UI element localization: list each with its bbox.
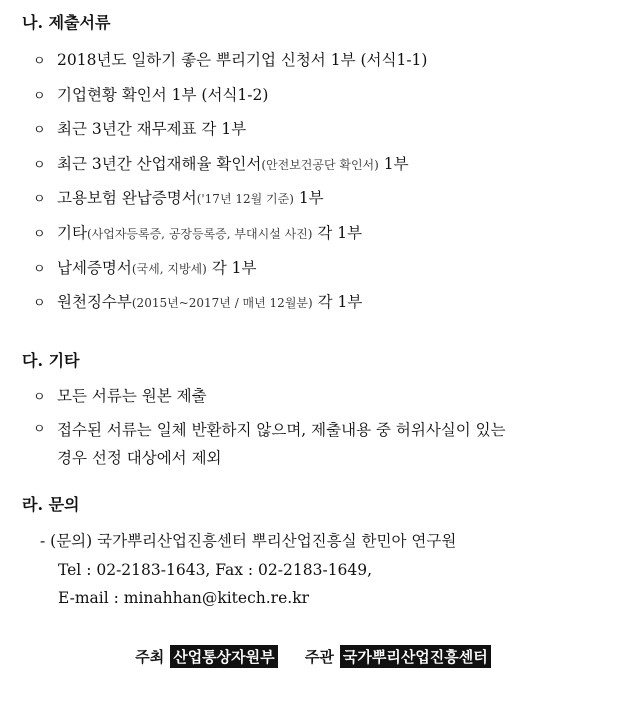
section-title-other: 다. 기타 (22, 351, 80, 370)
section-title-documents: 나. 제출서류 (22, 13, 111, 32)
list-item (33, 292, 608, 314)
item-note: (국세, 지방세) (131, 262, 207, 276)
bullet-icon: ㅇ (33, 158, 46, 173)
bullet-icon: ㅇ (33, 89, 46, 104)
item-tail: 각 1부 (206, 259, 257, 277)
wrapped-line-1 (33, 416, 608, 444)
wrapped-line-2: 경우 선정 대상에서 제외 (57, 449, 222, 467)
bullet-icon: ㅇ (33, 227, 46, 242)
bullet-icon: ㅇ (33, 296, 46, 311)
item-tail: 1부 (293, 189, 324, 207)
item-text: 납세증명서 (57, 259, 132, 277)
organizer-name: 국가뿌리산업진흥센터 (340, 645, 491, 668)
bullet-icon: ㅇ (33, 390, 46, 405)
list-item (33, 188, 608, 210)
item-text: 2018년도 일하기 좋은 뿌리기업 신청서 1부 (서식1-1) (57, 51, 428, 69)
item-text: 원천징수부 (57, 293, 132, 311)
item-tail: 각 1부 (312, 293, 363, 311)
bullet-icon: ㅇ (33, 262, 46, 277)
list-item (33, 119, 608, 141)
item-note: (사업자등록증, 공장등록증, 부대시설 사진) (86, 227, 313, 241)
bullet-icon: ㅇ (33, 54, 46, 69)
item-tail: 1부 (378, 155, 409, 173)
item-text: 기타 (57, 224, 87, 242)
section-title-inquiry: 라. 문의 (22, 495, 80, 514)
item-text: 최근 3년간 재무제표 각 1부 (57, 120, 247, 138)
list-item (33, 258, 608, 280)
list-item (33, 386, 608, 408)
item-text: 최근 3년간 산업재해율 확인서 (57, 155, 262, 173)
bullet-icon: ㅇ (33, 422, 46, 437)
footer (0, 645, 622, 668)
item-text: 고용보험 완납증명서 (57, 189, 197, 207)
list-item (33, 154, 608, 176)
item-text: 모든 서류는 원본 제출 (57, 387, 207, 405)
contact-line: - (문의) 국가뿌리산업진흥센터 뿌리산업진흥실 한민아 연구원 (40, 532, 457, 550)
bullet-icon: ㅇ (33, 123, 46, 138)
bullet-icon: ㅇ (33, 192, 46, 207)
list-item-wrapped (33, 416, 608, 472)
item-note: (2015년~2017년 / 매년 12월분) (131, 296, 313, 310)
contact-phone: Tel : 02-2183-1643, Fax : 02-2183-1649, (58, 561, 373, 579)
item-note: ('17년 12월 기준) (196, 192, 294, 206)
list-item (33, 50, 608, 72)
list-item (33, 223, 608, 245)
host-label: 주최 (135, 648, 165, 666)
item-text: 접수된 서류는 일체 반환하지 않으며, 제출내용 중 허위사실이 있는 (57, 421, 506, 439)
contact-email: E-mail : minahhan@kitech.re.kr (58, 589, 309, 607)
item-note: (안전보건공단 확인서) (261, 158, 379, 172)
item-tail: 각 1부 (312, 224, 363, 242)
host-name: 산업통상자원부 (170, 645, 277, 668)
list-item (33, 85, 608, 107)
item-text: 기업현황 확인서 1부 (서식1-2) (57, 86, 269, 104)
organizer-label: 주관 (304, 648, 334, 666)
